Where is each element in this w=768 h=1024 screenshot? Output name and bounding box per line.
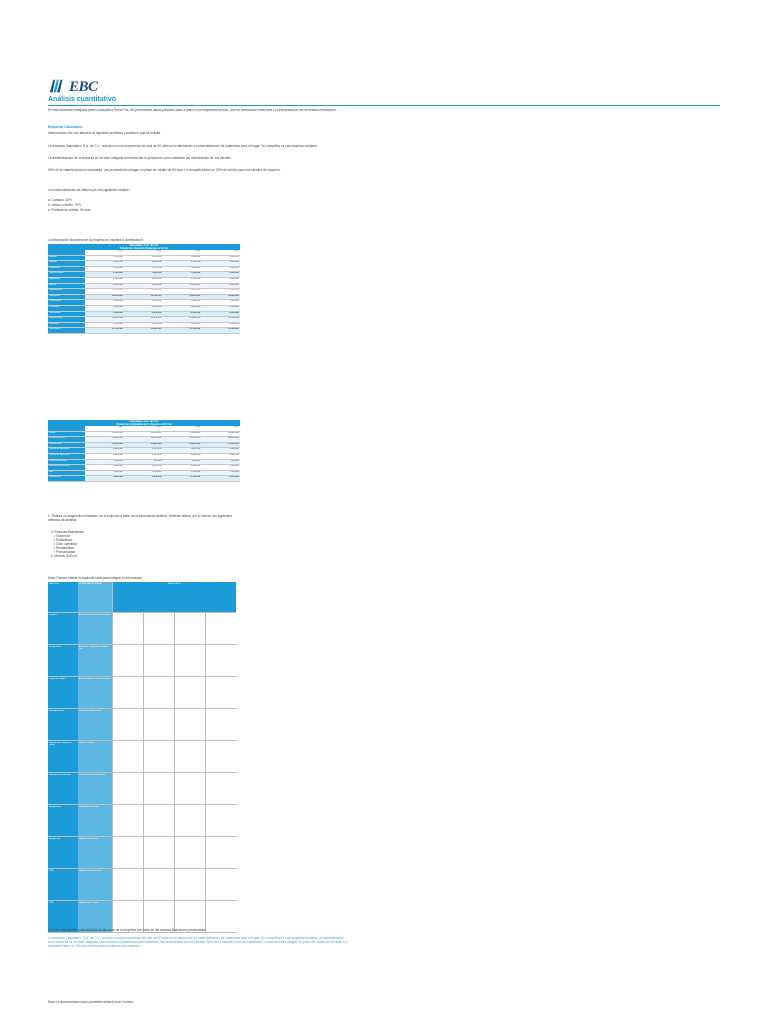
row-label: Utilidad neta: [48, 476, 85, 481]
logo-text: EBC: [69, 78, 98, 95]
ratio-row: [48, 837, 236, 869]
ratio-name: Margen bruto: [48, 805, 78, 836]
table-cell: 4,800,000: [229, 277, 239, 280]
ratio-result-cell: [143, 805, 174, 836]
table-cell: 4,600,000: [151, 277, 162, 280]
list-item: a. Contado: 30%: [48, 198, 72, 202]
table-cell: 3,000,000: [85, 306, 124, 311]
table-cell: 8,000,000: [201, 284, 240, 289]
table-cell: 4,200,000: [151, 453, 162, 456]
table-cell: 6,700,000: [85, 272, 124, 277]
table-cell: 28,000,000: [228, 431, 239, 434]
table-cell: 3,100,000: [190, 322, 201, 325]
ratio-row: [48, 805, 236, 837]
row-label: Total pasivo: [48, 312, 85, 317]
table-cell: 3,400,000: [85, 261, 124, 266]
table-cell: 6,600,000: [201, 448, 240, 453]
table-subtitle: Estado de resultados del 1 de enero al 31 de: [48, 423, 240, 426]
ratio-result-cell: [112, 741, 143, 772]
table-cell: 500,000: [85, 460, 124, 465]
list-intro: La comercialización se elabora por los siguientes medios:: [48, 188, 130, 192]
table-cell: 8,000,000: [85, 284, 124, 289]
ratio-result-cell: [143, 741, 174, 772]
ratio-result-cell: [174, 773, 205, 804]
table-cell: 3,300,000: [229, 322, 239, 325]
ratio-note: Nota: Puedes utilizar la siguiente tabla para integrar tu información.: [48, 576, 143, 580]
task-intro: 1. Realiza un diagnóstico financiero de la empresa a partir de la información anterior. Deberás utilizar, por lo menos, los siguientes métodos de análisis:: [48, 514, 232, 522]
ratio-result-cell: [205, 709, 236, 740]
table-cell: 460,000: [163, 460, 202, 465]
table-cell: 3,720,000: [151, 465, 162, 468]
table-cell: 480,000: [124, 460, 163, 465]
table-cell: 4,700,000: [190, 277, 201, 280]
table-title: Cascadero, S.A. de C.V.: [48, 420, 240, 423]
ratio-result-cell: [174, 837, 205, 868]
ratio-result-cell: [143, 677, 174, 708]
table-cell: -1,600,000: [189, 289, 201, 292]
table-title: Cascadero, S.A. de C.V.: [48, 244, 240, 247]
table-cell: 10,400,000: [124, 443, 163, 448]
table-cell: 8,000,000: [124, 284, 163, 289]
case-paragraph: 50% de la materia prima es importada. Los proveedores otorgan un plazo de crédito de 60 días. La compañía tiene un 20% de crédito para sus clientes de mayoreo.: [48, 168, 281, 172]
table-cell: 15,000,000: [85, 437, 124, 442]
task-item: b. Método DuPont: [51, 554, 77, 558]
ratio-result-cell: [143, 837, 174, 868]
case-paragraph: La empresa Cascadero, S.A. de C.V., cuenta con una experiencia de más de 30 años en la fabricación y comercialización de materiales para el hogar. Su compañía es una empresa mediana.: [48, 144, 318, 148]
table-cell: 7,300,000: [163, 272, 202, 277]
row-label: Inventarios: [48, 267, 85, 272]
ratio-result-cell: [174, 805, 205, 836]
case-instructions: Instrucciones: lee con atención el siguiente problema y realiza lo que se solicita.: [48, 131, 162, 135]
ratio-name: Margen neto: [48, 837, 78, 868]
table-cell: 1,200,000: [113, 255, 123, 258]
table-cell: 4,600,000: [229, 453, 239, 456]
ratio-result-cell: [112, 805, 143, 836]
table-subtitle: Estado de situación financiera al 31 de: [48, 247, 240, 250]
table-cell: 18,400,000: [163, 295, 202, 300]
row-label: Depreciación: [48, 289, 85, 294]
table-cell: 2,450,000: [85, 476, 124, 481]
ratio-name: Liquidez: [48, 613, 78, 644]
list-item: c. Políticas de crédito: 60 días: [48, 208, 91, 212]
table-cell: 10,000,000: [163, 317, 202, 322]
ratio-row: [48, 773, 236, 805]
ratio-row: [48, 677, 236, 709]
page-title: Análisis cuantitativo: [48, 96, 117, 103]
table-cell: 8,000,000: [163, 284, 202, 289]
ratio-result-cell: [112, 709, 143, 740]
table-cell: 1,116,000: [124, 471, 163, 476]
table-cell: 26,000,000: [150, 431, 162, 434]
ratio-formula: Ventas / Clientes: [78, 741, 112, 772]
ebc-logo: [48, 78, 98, 96]
row-label: Utilidad antes de ISR: [48, 465, 85, 470]
table-cell: 1,182,000: [163, 471, 202, 476]
table-cell: 1,250,000: [151, 255, 162, 258]
ratio-row: [48, 869, 236, 901]
row-label: Total activo: [48, 295, 85, 300]
ratio-result-cell: [205, 741, 236, 772]
table-cell: 2,700,000: [113, 322, 123, 325]
row-label: Total capital: [48, 328, 85, 333]
table-cell: 1,350,000: [229, 255, 239, 258]
table-cell: 2,800,000: [163, 306, 202, 311]
row-label: Gastos financieros: [48, 460, 85, 465]
table-cell: 3,500,000: [113, 465, 123, 468]
row-label: Total circulante: [48, 272, 85, 277]
table-cell: 2,900,000: [151, 322, 162, 325]
table-cell: 10,800,000: [163, 443, 202, 448]
table-cell: 6,000,000: [85, 448, 124, 453]
ratio-result-cell: [205, 837, 236, 868]
closing-question: 2. Emite una opinión profesional de la situación de la empresa con base en los estados financieros presentados.: [48, 928, 207, 932]
ratio-result-cell: [174, 741, 205, 772]
ratio-result-cell: [143, 613, 174, 644]
ratio-result-cell: [205, 805, 236, 836]
table-cell: -1,800,000: [228, 289, 239, 292]
ratio-row: [48, 709, 236, 741]
row-label: Costo de ventas: [48, 437, 85, 442]
table-cell: 13,100,000: [163, 328, 202, 333]
table-cell: 15,600,000: [124, 437, 163, 442]
task-item: • Estabilidad: [54, 538, 72, 542]
table-cell: 7,000,000: [124, 272, 163, 277]
intro-paragraph: En esta actividad trabajarás para la compañía Tecno-Fiel. Se presentarán casos prácticos paso a paso en su respectiva técnica. Uso de información financiera y la interpretación de los estados financieros.: [48, 108, 337, 112]
row-label: Edificio: [48, 284, 85, 289]
table-header-row: 2018 2019 2020 2021: [48, 426, 240, 432]
row-label: Maquinaria: [48, 278, 85, 283]
table-cell: 4,500,000: [113, 277, 123, 280]
table-cell: -1,200,000: [112, 289, 123, 292]
ratio-formula: Costo de ventas / Inventarios: [78, 773, 112, 804]
ratio-result-cell: [112, 869, 143, 900]
table-cell: 7,600,000: [201, 272, 240, 277]
table-cell: 440,000: [201, 460, 240, 465]
case-heading: Empresa Cascadero: [48, 125, 83, 129]
table-cell: 10,000,000: [85, 443, 124, 448]
income-statement-table: [48, 420, 240, 482]
ratio-result-cell: [143, 709, 174, 740]
ratio-result-cell: [174, 709, 205, 740]
table-cell: 1,248,000: [201, 471, 240, 476]
table-cell: 10,000,000: [201, 317, 240, 322]
table-cell: 3,550,000: [124, 261, 163, 266]
ratio-result-cell: [112, 773, 143, 804]
closing-note: Nota: la documentación que presentes deberá tener fuentes.: [48, 1000, 134, 1004]
table-cell: 18,200,000: [124, 295, 163, 300]
table-cell: 2,758,000: [163, 476, 202, 481]
ratio-result-cell: [143, 773, 174, 804]
ratio-result-cell: [205, 773, 236, 804]
table-cell: 2,700,000: [201, 306, 240, 311]
task-list: [48, 530, 238, 558]
table-cell: -1,400,000: [151, 289, 162, 292]
ratio-result-cell: [174, 869, 205, 900]
ratio-result-cell: [143, 645, 174, 676]
ratio-formula: Utilidad neta / Ventas: [78, 837, 112, 868]
table-cell: 2,912,000: [201, 476, 240, 481]
task-item: • Rentabilidad: [54, 546, 74, 550]
table-cell: 2,300,000: [190, 266, 201, 269]
table-cell: 3,700,000: [163, 261, 202, 266]
table-cell: 2,500,000: [190, 300, 201, 303]
row-label: Utilidad de operación: [48, 454, 85, 459]
table-row: [48, 328, 240, 334]
table-cell: 12,700,000: [85, 328, 124, 333]
ratio-formula: Activo circulante - Pasivo circulante: [78, 677, 112, 708]
row-label: Efectivo: [48, 256, 85, 261]
ratio-name: Rotación de inventarios: [48, 773, 78, 804]
ratio-name: ROA: [48, 869, 78, 900]
row-label: Utilidades: [48, 323, 85, 328]
table-cell: 5,300,000: [163, 312, 202, 317]
table-cell: 13,300,000: [201, 328, 240, 333]
ratio-row: [48, 613, 236, 645]
table-cell: 6,400,000: [163, 448, 202, 453]
table-cell: 27,000,000: [189, 431, 201, 434]
table-cell: 2,200,000: [151, 266, 162, 269]
case-paragraph: La administración de la empresa se ha visto obligada a incrementar la producción para satisfacer las necesidades de sus clientes.: [48, 156, 232, 160]
row-label: Préstamos: [48, 306, 85, 311]
table-header-row: 2018 2019 2020 2021: [48, 250, 240, 256]
table-cell: 6,200,000: [124, 448, 163, 453]
ratio-result-cell: [174, 677, 205, 708]
ratio-formula: Activo circulante / Pasivo circulante: [78, 613, 112, 644]
ratio-formula: Utilidad bruta / Ventas: [78, 805, 112, 836]
title-divider: [48, 105, 720, 106]
ratio-result-cell: [143, 869, 174, 900]
ratio-formula: Utilidad neta / Activo total: [78, 869, 112, 900]
table-cell: 18,000,000: [85, 295, 124, 300]
ratio-row: [48, 645, 236, 677]
table-cell: 12,900,000: [124, 328, 163, 333]
ratio-result-cell: [112, 677, 143, 708]
task-item: • Productividad: [54, 550, 76, 554]
ratio-name: Rotación de cuentas por cobrar: [48, 741, 78, 772]
table-cell: 5,300,000: [124, 312, 163, 317]
table-cell: 1,050,000: [85, 471, 124, 476]
balance-caption: La información financiera de la empresa se muestra a continuación.: [48, 238, 144, 242]
ratio-result-cell: [112, 613, 143, 644]
ratio-formula: Pasivo total / Activo total: [78, 709, 112, 740]
row-label: ISR: [48, 471, 85, 476]
task-item: • Ciclo operativo: [54, 542, 78, 546]
table-cell: 2,400,000: [229, 266, 239, 269]
table-cell: 2,300,000: [113, 300, 123, 303]
ratio-formula: Activo circ. - Inventarios / Pasivo circ.: [78, 645, 112, 676]
table-cell: 18,600,000: [201, 295, 240, 300]
ratio-result-cell: [205, 645, 236, 676]
ratio-result-cell: [174, 613, 205, 644]
row-label: Ventas: [48, 432, 85, 437]
ratio-result-cell: [174, 645, 205, 676]
ratios-header-row: RAZONES FÓRMULAS APLICADAS RESULTADOS: [48, 582, 236, 613]
ratio-name: ROE: [48, 901, 78, 932]
ratio-name: Prueba ácida: [48, 645, 78, 676]
row-label: Capital social: [48, 317, 85, 322]
row-label: Clientes: [48, 261, 85, 266]
table-cell: 3,940,000: [190, 465, 201, 468]
table-cell: 1,300,000: [190, 255, 201, 258]
table-cell: 2,400,000: [151, 300, 162, 303]
row-label: Utilidad bruta: [48, 443, 85, 448]
list-item: b. Venta a crédito: 70%: [48, 203, 81, 207]
table-cell: 10,000,000: [124, 317, 163, 322]
ratio-result-cell: [205, 613, 236, 644]
ratio-name: Endeudamiento: [48, 709, 78, 740]
table-cell: 5,300,000: [201, 312, 240, 317]
table-cell: 5,300,000: [85, 312, 124, 317]
table-cell: 3,850,000: [201, 261, 240, 266]
ratio-row: [48, 741, 236, 773]
table-cell: 2,900,000: [124, 306, 163, 311]
table-cell: 11,200,000: [201, 443, 240, 448]
closing-placeholder: La empresa Cascadero, S.A. de C.V., cuenta con una experiencia de más de 30 años en la fabricación y comercialización de materiales para el hogar. Su compañía es una empresa mediana. La administración de la empresa se ha visto obligada a incrementar la producción para satisfacer las necesidades de sus clientes. 50% de la materia prima es importada. Los proveedores otorgan un plazo de crédito de 60 días. La compañía tiene un 20% de crédito para sus clientes de mayoreo.: [48, 936, 347, 948]
balance-sheet-table: [48, 244, 240, 334]
ratio-result-cell: [112, 837, 143, 868]
table-cell: 10,000,000: [85, 317, 124, 322]
ratio-result-cell: [205, 677, 236, 708]
table-cell: 2,600,000: [229, 300, 239, 303]
table-row: [48, 476, 240, 482]
ratio-result-cell: [205, 869, 236, 900]
ratios-table: [48, 582, 236, 933]
table-cell: 4,400,000: [190, 453, 201, 456]
task-item: a. Razones financieras: [51, 530, 84, 534]
task-item: • Solvencia: [54, 534, 70, 538]
table-cell: 16,200,000: [163, 437, 202, 442]
row-label: Gastos de operación: [48, 448, 85, 453]
ratio-formula: Utilidad neta / Capital: [78, 901, 112, 932]
table-cell: 4,160,000: [229, 465, 239, 468]
table-cell: 2,604,000: [124, 476, 163, 481]
table-cell: 16,800,000: [201, 437, 240, 442]
ebc-logo-icon: [48, 78, 66, 96]
ratio-result-cell: [112, 645, 143, 676]
table-cell: 25,000,000: [111, 431, 123, 434]
table-cell: 4,000,000: [113, 453, 123, 456]
table-cell: 2,100,000: [113, 266, 123, 269]
ratio-name: Capital de trabajo: [48, 677, 78, 708]
row-label: Proveedores: [48, 300, 85, 305]
